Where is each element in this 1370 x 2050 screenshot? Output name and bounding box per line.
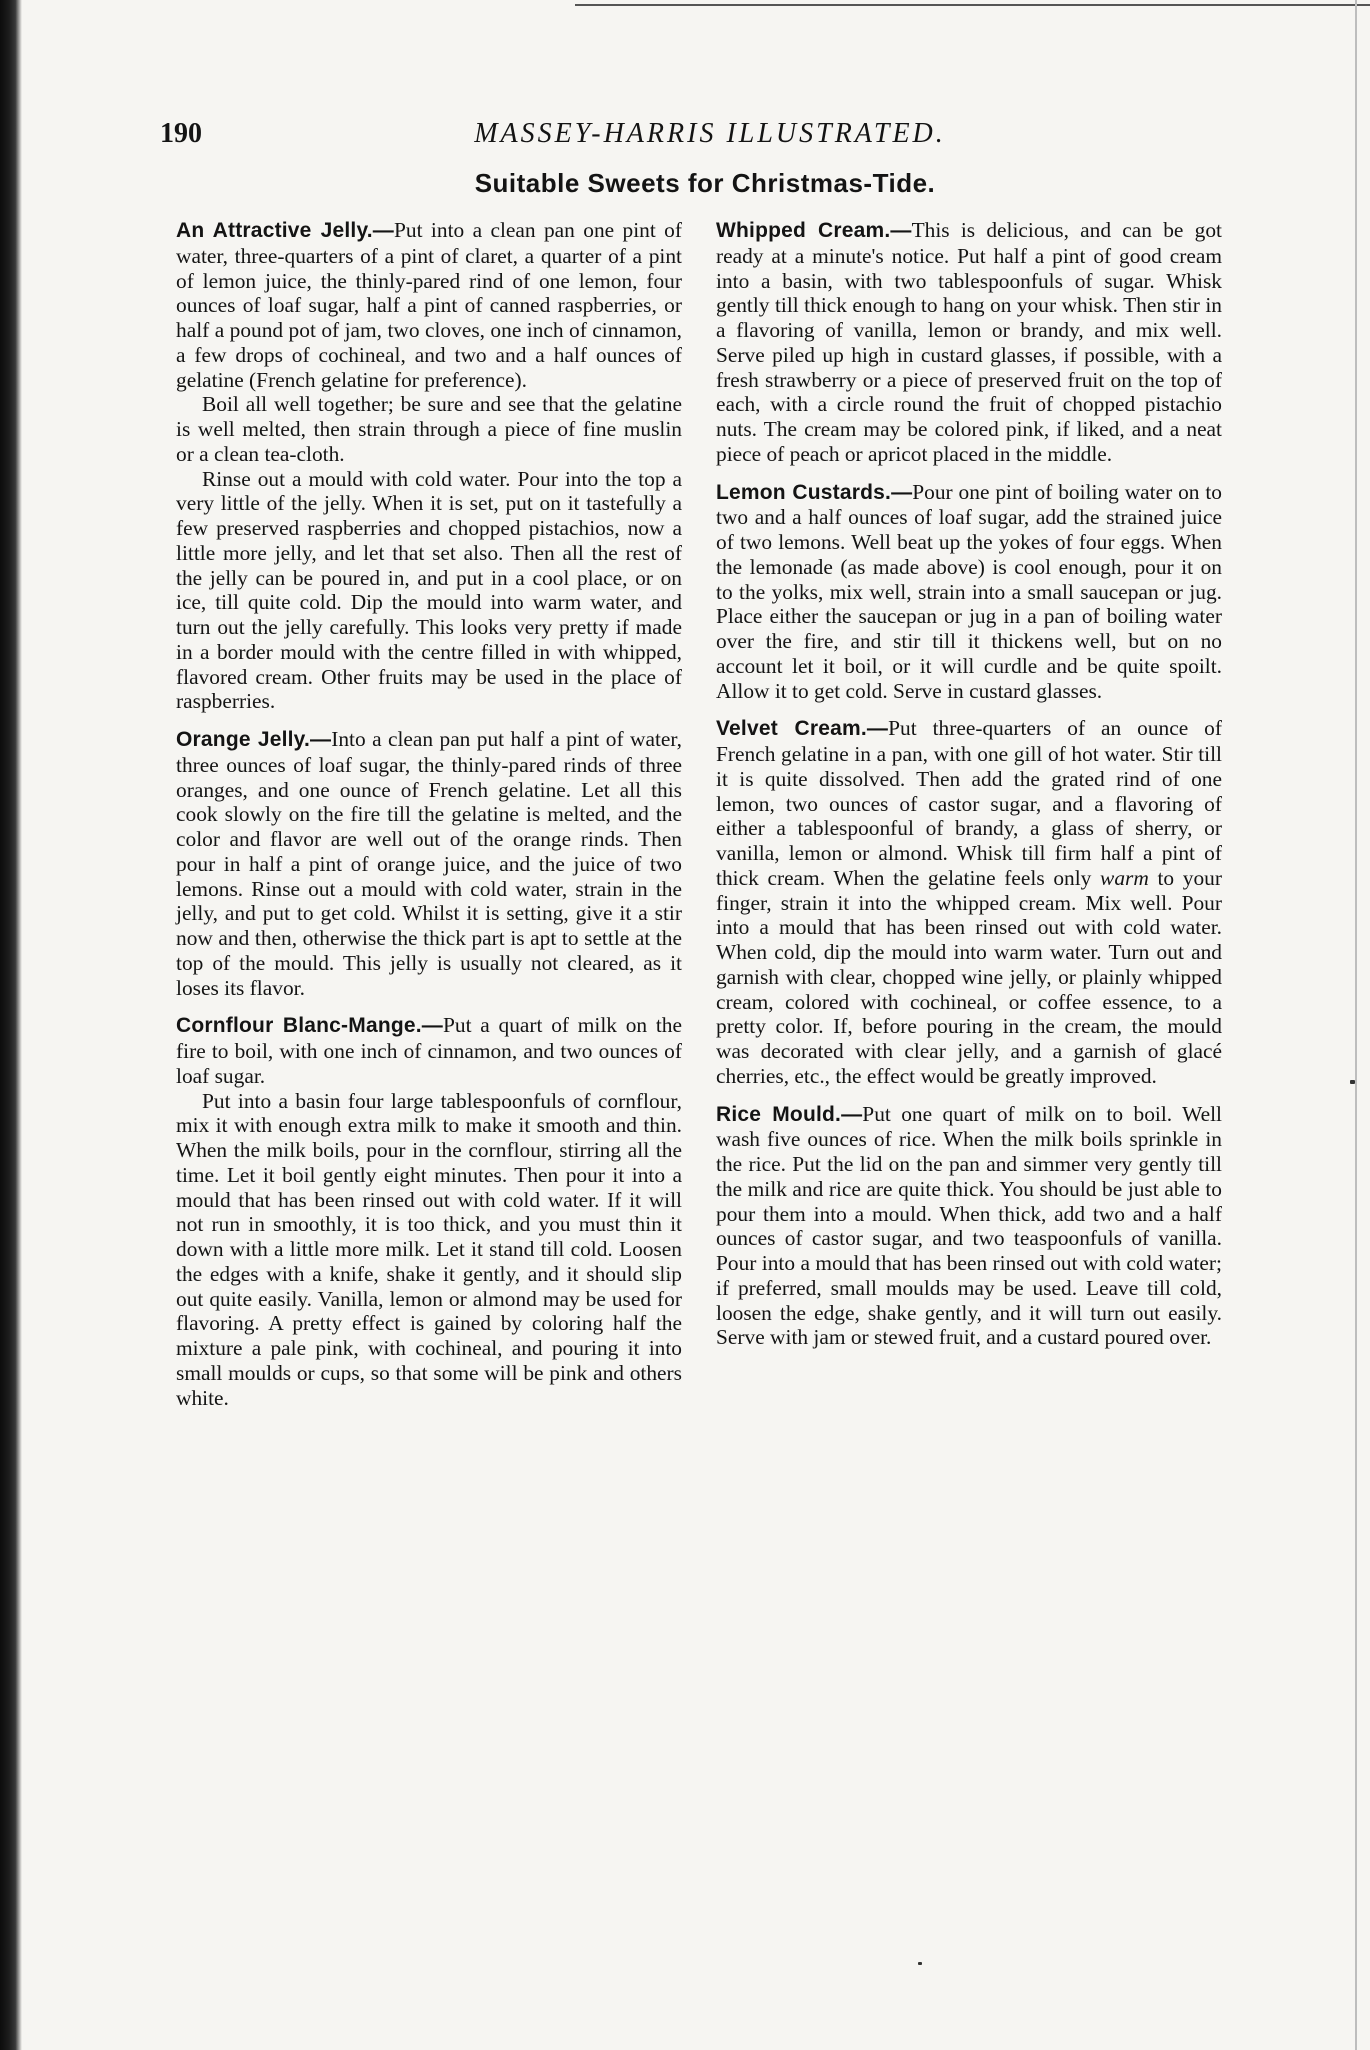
recipe-paragraph [716,218,1222,467]
recipe-text: Pour one pint of boiling water on to two and a half ounces of loaf sugar, add the strained juice of two lemons. Well beat up the yokes of four eggs. When the lemonade (as made above) is cool enough, pour it on to the yolks, mix well, strain into a small saucepan or jug. Place either the saucepan or jug in a pan of boiling water over the fire, and stir till it thickens well, but on no account let it boil, or it will curdle and be quite spoilt. Allow it to get cold. Serve in custard glasses. [716,479,1222,703]
left-column [176,218,682,1423]
scan-speck [1350,1080,1355,1084]
page-number: 190 [160,118,202,149]
recipe-title: An Attractive Jelly.— [176,219,395,242]
recipe-title: Cornflour Blanc-Mange.— [176,1014,443,1038]
recipe-title: Whipped Cream.— [716,219,912,242]
recipe-whipped-cream [716,218,1222,467]
recipe-text: Put three-quarters of an ounce of French gelatine in a pan, with one gill of hot water. Stir till it is quite dissolved. Then add the grated rind of one lemon, two ounces of castor sugar, and a flavoring of either a tablespoonful of brandy, a glass of sherry, or vanilla, lemon or almond. Whisk till firm half a pint of thick cream. When the gelatine feels only [716,716,1222,890]
recipe-paragraph: Boil all well together; be sure and see that the gelatine is well melted, then strain through a piece of fine muslin or a clean tea-cloth. [176,392,682,466]
recipe-paragraph [716,716,1222,1088]
recipe-paragraph [716,1102,1222,1351]
recipe-text: Into a clean pan put half a pint of water, three ounces of loaf sugar, the thinly-pared rinds of three oranges, and one ounce of French gelatine. Let all this cook slowly on the fire till the gelatine is melted, and the color and flavor are well out of the orange rinds. Then pour in half a pint of orange juice, and the juice of two lemons. Rinse out a mould with cold water, strain in the jelly, and put to get cold. Whilst it is setting, give it a stir now and then, otherwise the thick part is apt to settle at the top of the mould. This jelly is usually not cleared, as it loses its flavor. [176,727,682,1000]
recipe-paragraph [176,218,682,392]
recipe-text: This is delicious, and can be got ready at a minute's notice. Put half a pint of good cream into a basin, with two tablespoonfuls of sugar. Whisk gently till thick enough to hang on your whisk. Then stir in a flavoring of vanilla, lemon or brandy, and mix well. Serve piled up high in custard glasses, if possible, with a fresh strawberry or a piece of preserved fruit on the top of each, with a circle round the fruit of chopped pistachio nuts. The cream may be colored pink, if liked, and a neat piece of peach or apricot placed in the middle. [716,218,1222,466]
right-column [716,218,1222,1363]
recipe-title: Lemon Custards.— [716,480,913,504]
recipe-paragraph: Rinse out a mould with cold water. Pour into the top a very little of the jelly. When it is set, put on it tastefully a few preserved raspberries and chopped pistachios, now a little more jelly, and let that set also. Then all the rest of the jelly can be poured in, and put in a cool place, or on ice, till quite cold. Dip the mould into warm water, and turn out the jelly carefully. This looks very pretty if made in a border mould with the centre filled in with whipped, flavored cream. Other fruits may be used in the place of raspberries. [176,466,682,714]
running-head [160,118,1260,158]
scan-left-edge [0,0,22,2050]
recipe-text: Put a quart of milk on the fire to boil, with one inch of cinnamon, and two ounces of loaf sugar. [176,1013,682,1088]
recipe-title: Velvet Cream.— [716,717,889,741]
recipe-emphasis: warm [1100,865,1149,890]
running-title: MASSEY-HARRIS ILLUSTRATED. [474,118,946,149]
recipe-lemon-custards [716,480,1222,704]
recipe-attractive-jelly [176,218,682,714]
scan-top-rule [575,4,1370,6]
recipe-paragraph [176,1013,682,1088]
recipe-paragraph: Put into a basin four large tablespoonfuls of cornflour, mix it with enough extra milk to make it smooth and thin. When the milk boils, pour in the cornflour, stirring all the time. Let it boil gently eight minutes. Then pour it into a mould that has been rinsed out with cold water. If it will not run in smoothly, it is too thick, and you must thin it down with a little more milk. Let it stand till cold. Loosen the edges with a knife, shake it gently, and it should slip out quite easily. Vanilla, lemon or almond may be used for flavoring. A pretty effect is gained by coloring half the mixture a pale pink, with cochineal, and pouring it into small moulds or cups, so that some will be pink and others white. [176,1088,682,1410]
recipe-paragraph [716,480,1222,704]
recipe-text: Put one quart of milk on to boil. Well wash five ounces of rice. When the milk boils sprinkle in the rice. Put the lid on the pan and simmer very gently till the milk and rice are quite thick. You should be just able to pour them into a mould. When thick, add two and a half ounces of castor sugar, and two teaspoonfuls of vanilla. Pour into a mould that has been rinsed out with cold water; if preferred, small moulds may be used. Leave till cold, loosen the edge, shake gently, and it will turn out easily. Serve with jam or stewed fruit, and a custard poured over. [716,1101,1222,1350]
recipe-title: Rice Mould.— [716,1102,863,1126]
recipe-text: Put into a clean pan one pint of water, three-quarters of a pint of claret, a quarter of a pint of lemon juice, the thinly-pared rind of one lemon, four ounces of loaf sugar, half a pint of canned raspberries, or half a pound pot of jam, two cloves, one inch of cinnamon, a few drops of cochineal, and two and a half ounces of gelatine (French gelatine for preference). [176,218,682,392]
recipe-rice-mould [716,1102,1222,1351]
recipe-velvet-cream [716,716,1222,1088]
section-title: Suitable Sweets for Christmas-Tide. [474,168,936,198]
scan-right-edge [1355,0,1357,2050]
recipe-cornflour-blanc-mange [176,1013,682,1410]
recipe-paragraph [176,727,682,1000]
scan-speck [918,1962,922,1965]
recipe-title: Orange Jelly.— [176,728,332,751]
recipe-text: to your finger, strain it into the whipped cream. Mix well. Pour into a mould that has been rinsed out with cold water. When cold, dip the mould into warm water. Turn out and garnish with clear, chopped wine jelly, or plainly whipped cream, colored with cochineal, or coffee essence, to a pretty color. If, before pouring in the cream, the mould was decorated with clear jelly, and a garnish of glacé cherries, etc., the effect would be greatly improved. [716,865,1222,1088]
recipe-orange-jelly [176,727,682,1000]
